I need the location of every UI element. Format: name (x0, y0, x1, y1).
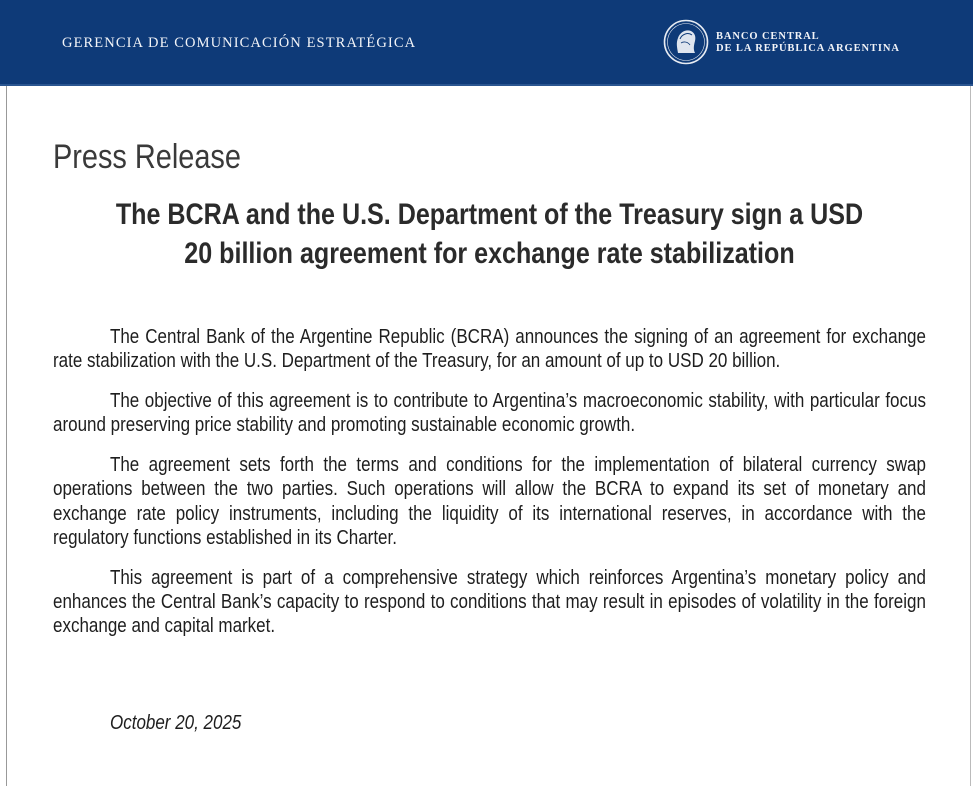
department-name: GERENCIA DE COMUNICACIÓN ESTRATÉGICA (62, 35, 417, 51)
bank-name-line2: DE LA REPÚBLICA ARGENTINA (716, 43, 900, 54)
paragraph: This agreement is part of a comprehensive strategy which reinforces Argentina’s monetary policy and enhances the Central Bank’s capacity to respond to conditions that may result in episodes of volatility in the foreign exchange and capital market. (53, 566, 926, 638)
header-banner (0, 0, 973, 86)
document-label: Press Release (53, 138, 241, 176)
bcra-logo-icon (663, 19, 709, 65)
document-title (53, 195, 926, 273)
document-body (53, 325, 926, 654)
paragraph: The objective of this agreement is to contribute to Argentina’s macroeconomic stability, with particular focus around preserving price stability and promoting sustainable economic growth. (53, 390, 926, 437)
paragraph: The Central Bank of the Argentine Republic (BCRA) announces the signing of an agreement for exchange rate stabilization with the U.S. Department of the Treasury, for an amount of up to USD 20 billion. (53, 326, 926, 373)
paragraph: The agreement sets forth the terms and conditions for the implementation of bilateral currency swap operations between the two parties. Such operations will allow the BCRA to expand its set of monetary and exchange rate policy instruments, including the liquidity of its international reserves, in accordance with the regulatory functions established in its Charter. (53, 454, 926, 550)
document-date: October 20, 2025 (110, 712, 242, 734)
bank-name-line1: BANCO CENTRAL (716, 31, 820, 42)
title-line: The BCRA and the U.S. Department of the Treasury sign a USD (115, 198, 864, 231)
bank-name (716, 31, 900, 55)
title-line: 20 billion agreement for exchange rate stabilization (184, 237, 795, 270)
